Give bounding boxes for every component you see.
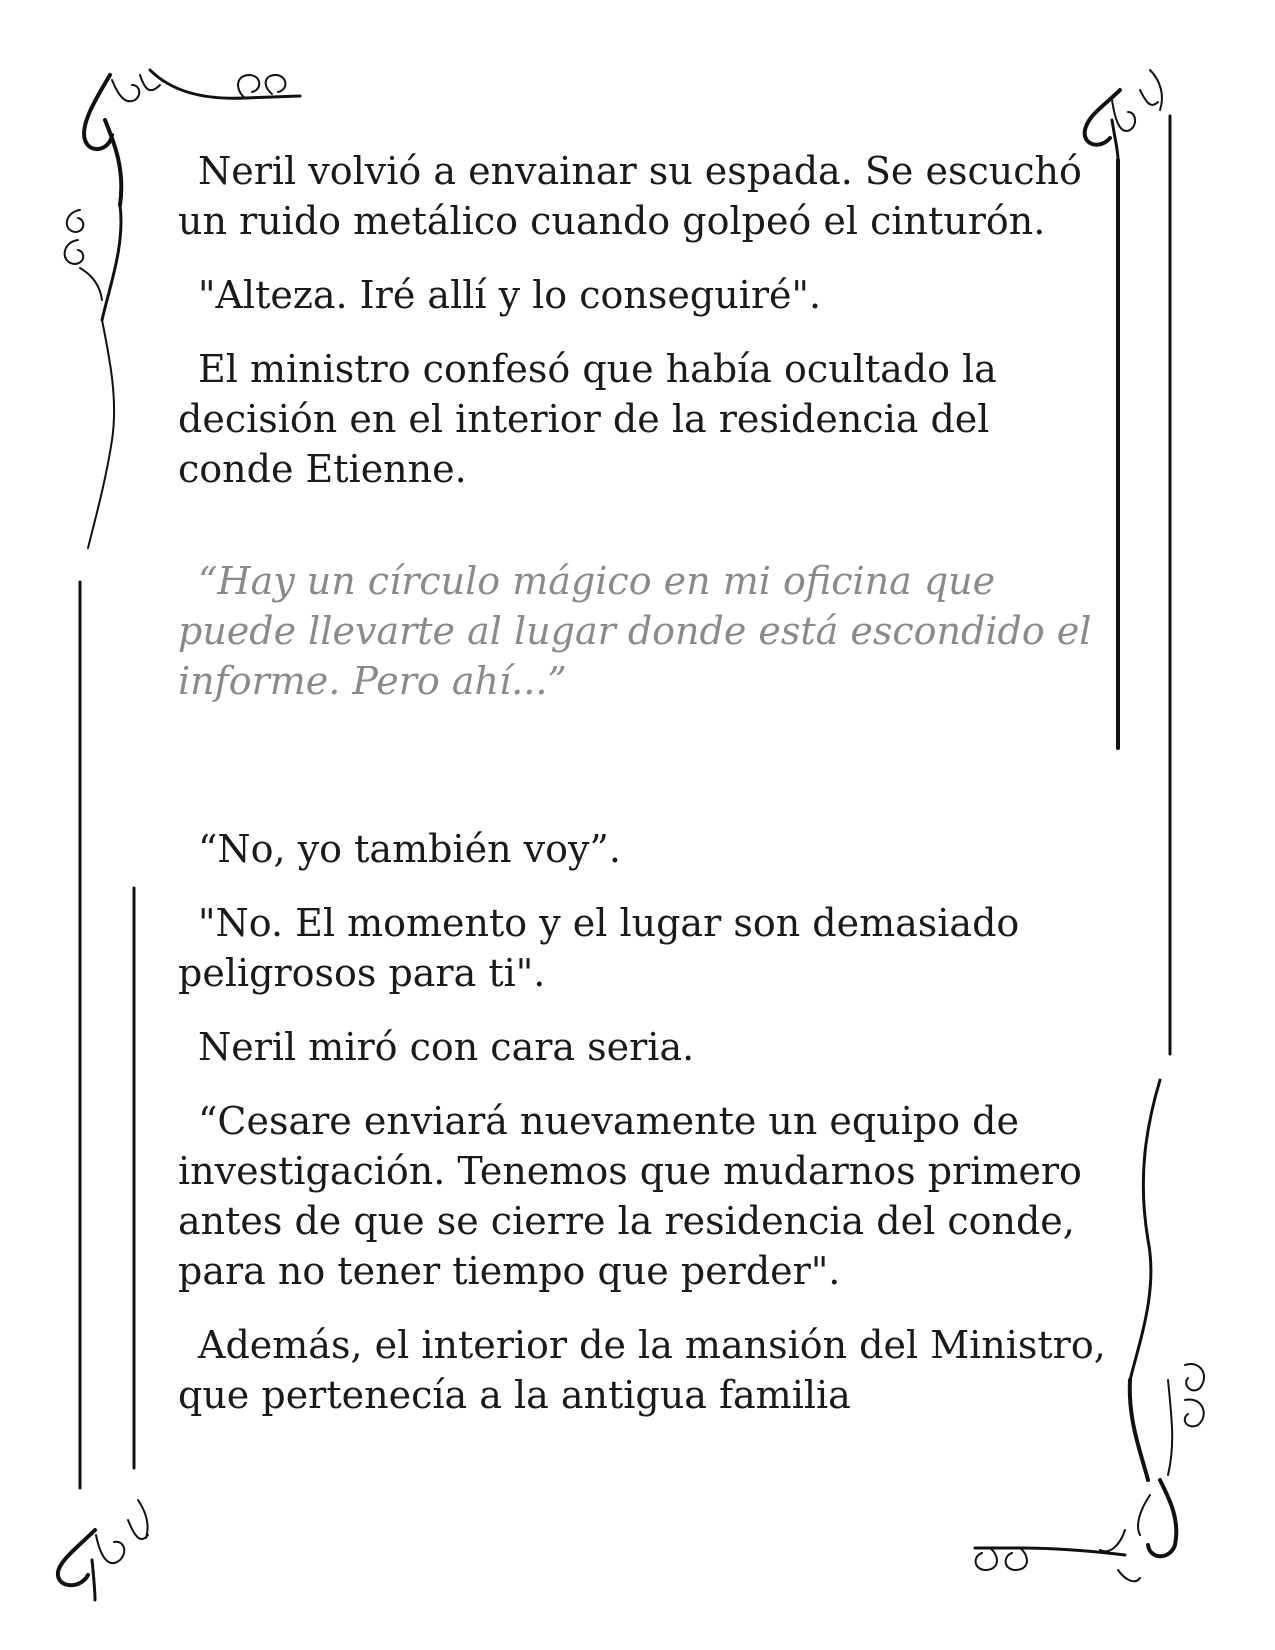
quoted-paragraph: “Hay un círculo mágico en mi oficina que puede llevarte al lugar donde está escondido el informe. Pero ahí...” [178, 559, 1092, 703]
paragraph: “Cesare enviará nuevamente un equipo de investigación. Tenemos que mudarnos primero antes de que se cierre la residencia del conde, para no tener tiempo que perder". [178, 1099, 1082, 1293]
paragraph: "Alteza. Iré allí y lo conseguiré". [198, 273, 822, 317]
paragraph: "No. El momento y el lugar son demasiado peligrosos para ti". [178, 901, 1020, 995]
paragraph: Neril miró con cara seria. [198, 1025, 695, 1069]
page-body [178, 146, 1113, 1444]
paragraph: Neril volvió a envainar su espada. Se escuchó un ruido metálico cuando golpeó el cinturón. [178, 149, 1082, 243]
paragraph: “No, yo también voy”. [198, 827, 621, 871]
paragraph: Además, el interior de la mansión del Ministro, que pertenecía a la antigua familia [178, 1323, 1106, 1417]
paragraph: El ministro confesó que había ocultado la decisión en el interior de la residencia del conde Etienne. [178, 347, 997, 491]
bottom-left-flourish [58, 1500, 148, 1600]
